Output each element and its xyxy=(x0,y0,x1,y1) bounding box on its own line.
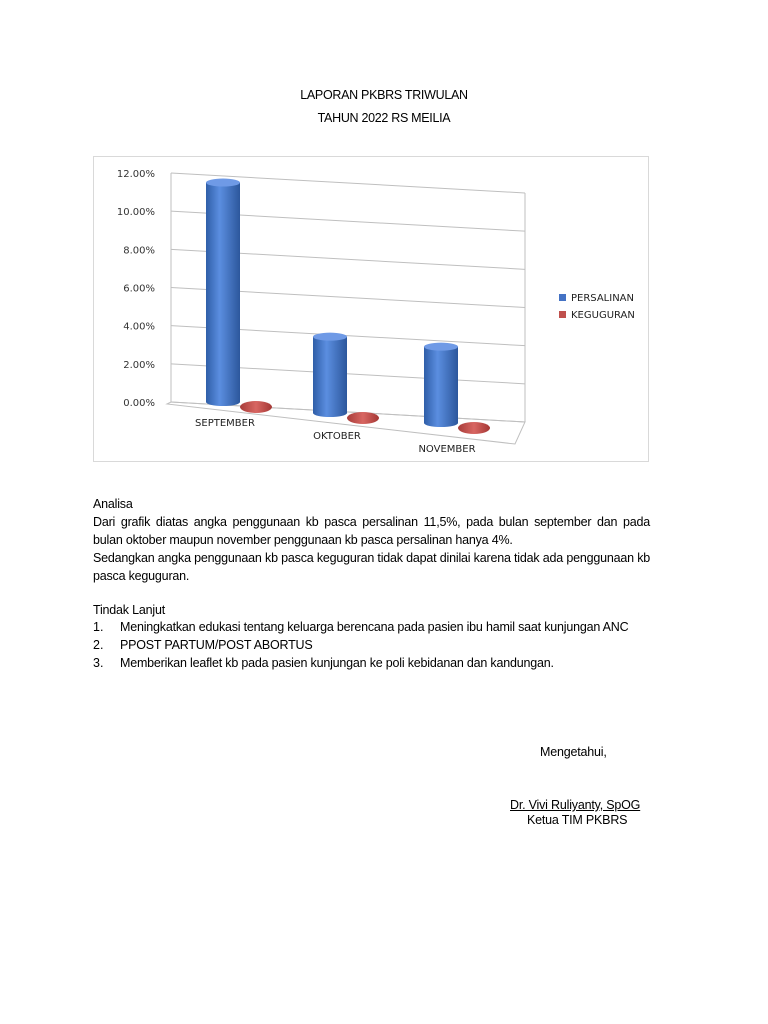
bar-persalinan-top xyxy=(313,333,347,341)
followup-item-3-number: 3. xyxy=(93,656,104,670)
followup-item-2-number: 2. xyxy=(93,638,104,652)
followup-item-1-text: Meningkatkan edukasi tentang keluarga berencana pada pasien ibu hamil saat kunjungan ANC xyxy=(120,620,629,634)
signer-role: Ketua TIM PKBRS xyxy=(527,813,628,827)
y-tick-label: 6.00% xyxy=(123,283,155,295)
bar-persalinan-september xyxy=(206,183,240,406)
signer-name: Dr. Vivi Ruliyanty, SpOG xyxy=(510,798,641,812)
y-tick-label: 12.00% xyxy=(116,169,155,180)
bar-keguguran-september xyxy=(240,401,272,413)
y-tick-label: 0.00% xyxy=(123,398,155,409)
followup-item-2-text: PPOST PARTUM/POST ABORTUS xyxy=(120,638,313,652)
bar-keguguran-oktober xyxy=(347,412,379,424)
legend-swatch-keguguran xyxy=(559,311,566,318)
analysis-heading: Analisa xyxy=(93,497,133,511)
followup-heading: Tindak Lanjut xyxy=(93,603,165,617)
legend-label-persalinan: PERSALINAN xyxy=(571,293,634,304)
bar-keguguran-november xyxy=(458,422,490,434)
bar-persalinan-top xyxy=(424,343,458,351)
followup-item-1-number: 1. xyxy=(93,620,104,634)
legend-label-keguguran: KEGUGURAN xyxy=(571,310,635,321)
y-tick-label: 2.00% xyxy=(123,359,155,371)
y-tick-label: 4.00% xyxy=(123,321,155,333)
report-title-line2: TAHUN 2022 RS MEILIA xyxy=(317,111,451,125)
acknowledged-label: Mengetahui, xyxy=(540,745,607,759)
x-category-label: OKTOBER xyxy=(313,431,361,442)
x-category-label: SEPTEMBER xyxy=(195,418,255,429)
legend-swatch-persalinan xyxy=(559,294,566,301)
bar-chart xyxy=(93,156,649,462)
bar-persalinan-november xyxy=(424,347,458,427)
followup-item-3-text: Memberikan leaflet kb pada pasien kunjungan ke poli kebidanan dan kandungan. xyxy=(120,656,554,670)
y-tick-label: 10.00% xyxy=(116,207,155,219)
x-category-label: NOVEMBER xyxy=(418,444,476,455)
bar-persalinan-top xyxy=(206,179,240,187)
y-tick-label: 8.00% xyxy=(123,245,155,257)
bar-persalinan-oktober xyxy=(313,337,347,417)
report-title-line1: LAPORAN PKBRS TRIWULAN xyxy=(300,88,468,102)
analysis-paragraph-1: Dari grafik diatas angka penggunaan kb pasca persalinan 11,5%, pada bulan september dan pada bulan oktober maupun november penggunaan kb pasca persalinan hanya 4%. xyxy=(93,515,650,547)
analysis-paragraph-2: Sedangkan angka penggunaan kb pasca keguguran tidak dapat dinilai karena tidak ada penggunaan kb pasca keguguran. xyxy=(93,551,650,583)
